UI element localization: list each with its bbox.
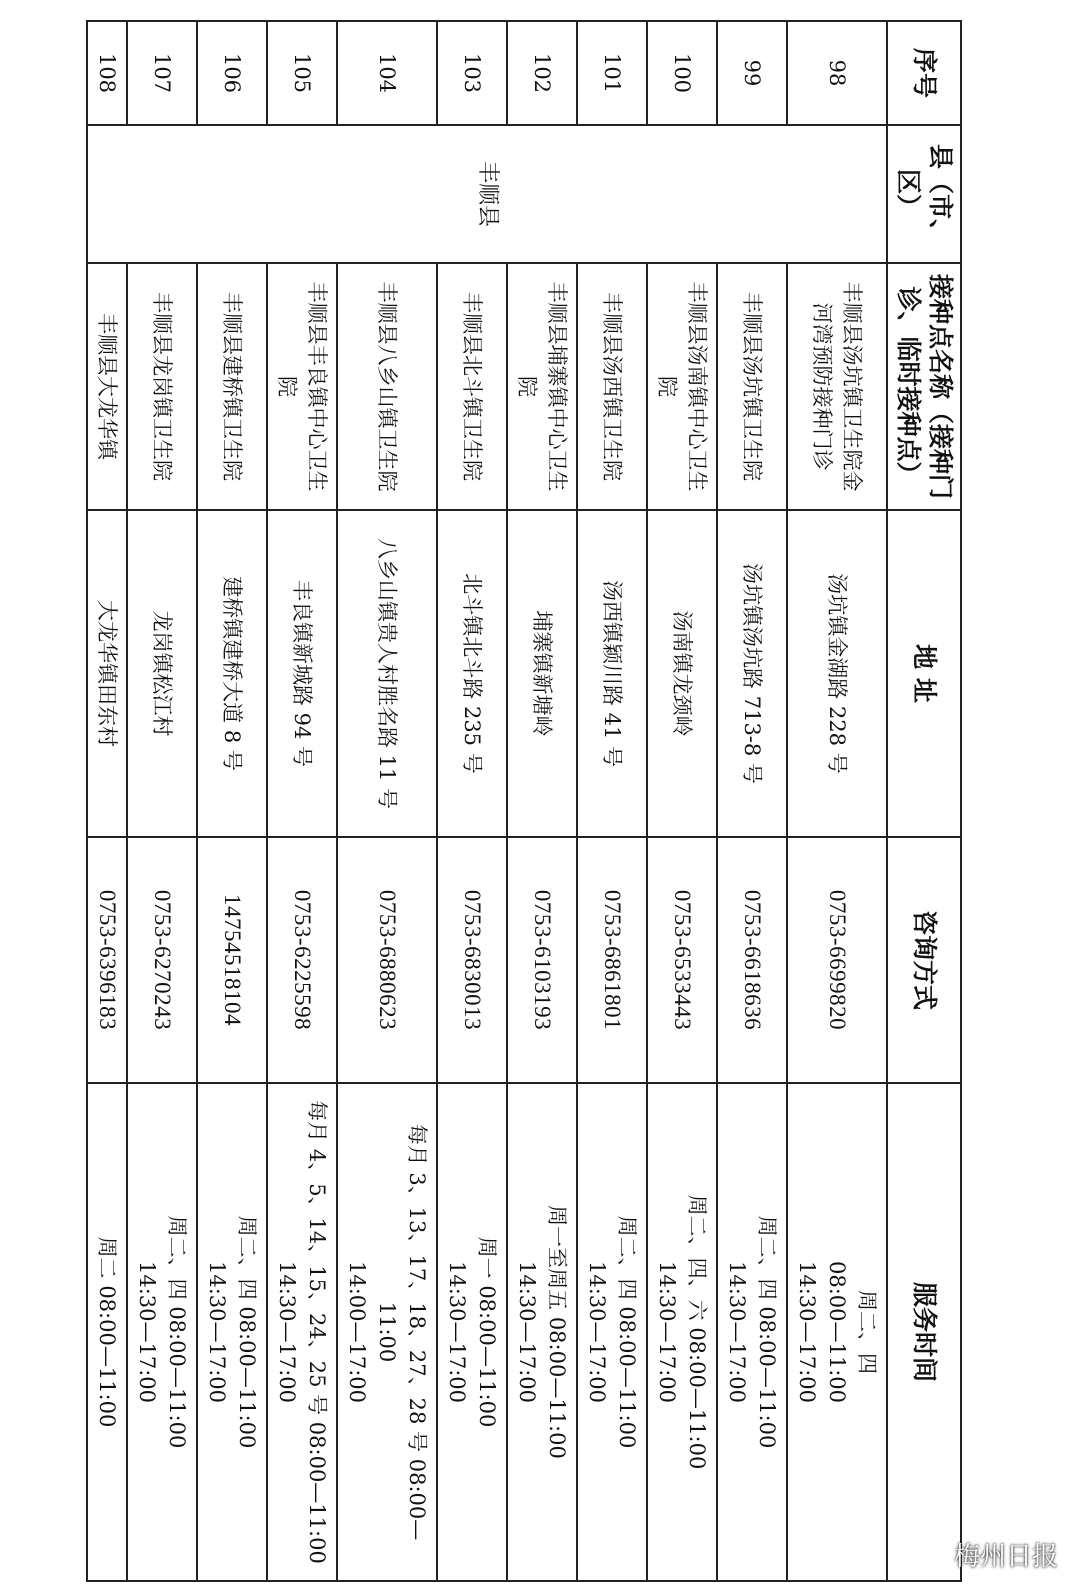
service-time-line: 周一 08:00—11:00 bbox=[475, 1236, 499, 1428]
county-cell: 丰顺县 bbox=[87, 125, 887, 263]
header-site-name: 接种点名称（接种门诊、临时接种点） bbox=[887, 263, 961, 510]
row-number: 101 bbox=[577, 21, 647, 125]
service-time-line: 每月 3、13、17、18、27、28 号 08:00—11:00 bbox=[375, 1123, 429, 1541]
row-number: 104 bbox=[337, 21, 437, 125]
site-address: 龙岗镇松江村 bbox=[127, 510, 197, 837]
site-phone: 0753-6830013 bbox=[437, 837, 507, 1083]
service-time bbox=[127, 1083, 197, 1581]
site-address: 汤坑镇汤坑路 713-8 号 bbox=[717, 510, 787, 837]
watermark bbox=[904, 1534, 1058, 1575]
service-time-line: 14:30—17:00 bbox=[585, 1260, 609, 1404]
service-time-line: 周二、四、六 08:00—11:00 bbox=[685, 1194, 709, 1470]
service-time bbox=[267, 1083, 337, 1581]
header-county: 县（市、区） bbox=[887, 125, 961, 263]
service-time-line: 14:00—17:00 bbox=[345, 1260, 369, 1404]
site-name: 丰顺县龙岗镇卫生院 bbox=[127, 263, 197, 510]
service-time-line: 14:30—17:00 bbox=[515, 1260, 539, 1404]
service-time-line: 14:30—17:00 bbox=[725, 1260, 749, 1404]
row-number: 106 bbox=[197, 21, 267, 125]
service-time bbox=[647, 1083, 717, 1581]
service-time bbox=[87, 1083, 127, 1581]
site-address: 埔寨镇新塘岭 bbox=[507, 510, 577, 837]
service-time bbox=[197, 1083, 267, 1581]
service-time-line: 14:30—17:00 bbox=[275, 1260, 299, 1404]
table-body bbox=[87, 21, 887, 1581]
site-address: 丰良镇新城路 94 号 bbox=[267, 510, 337, 837]
service-time-line: 周二、四 08:00—11:00 bbox=[165, 1215, 189, 1449]
site-phone: 0753-6699820 bbox=[787, 837, 887, 1083]
site-name: 丰顺县汤坑镇卫生院金河湾预防接种门诊 bbox=[787, 263, 887, 510]
service-time-line: 周二、四 08:00—11:00 bbox=[615, 1215, 639, 1449]
site-phone: 0753-6396183 bbox=[87, 837, 127, 1083]
service-time bbox=[787, 1083, 887, 1581]
header-contact: 咨询方式 bbox=[887, 837, 961, 1083]
service-time-line: 14:30—17:00 bbox=[205, 1260, 229, 1404]
site-phone: 0753-6880623 bbox=[337, 837, 437, 1083]
wechat-icon bbox=[904, 1534, 944, 1575]
service-time bbox=[507, 1083, 577, 1581]
site-address: 大龙华镇田东村 bbox=[87, 510, 127, 837]
row-number: 102 bbox=[507, 21, 577, 125]
site-address: 建桥镇建桥大道 8 号 bbox=[197, 510, 267, 837]
service-time-line: 周一至周五 08:00—11:00 bbox=[545, 1205, 569, 1459]
site-phone: 0753-6270243 bbox=[127, 837, 197, 1083]
site-name: 丰顺县汤坑镇卫生院 bbox=[717, 263, 787, 510]
service-time-line: 周二、四 08:00—11:00 bbox=[235, 1215, 259, 1449]
site-name: 丰顺县丰良镇中心卫生院 bbox=[267, 263, 337, 510]
row-number: 100 bbox=[647, 21, 717, 125]
site-phone: 0753-6103193 bbox=[507, 837, 577, 1083]
vaccination-sites-table bbox=[86, 20, 962, 1582]
site-phone: 0753-6225598 bbox=[267, 837, 337, 1083]
service-time-line: 14:30—17:00 bbox=[795, 1260, 819, 1404]
site-address: 汤坑镇金湖路 228 号 bbox=[787, 510, 887, 837]
service-time bbox=[717, 1083, 787, 1581]
header-address: 地 址 bbox=[887, 510, 961, 837]
row-number: 103 bbox=[437, 21, 507, 125]
site-name: 丰顺县埔寨镇中心卫生院 bbox=[507, 263, 577, 510]
service-time bbox=[577, 1083, 647, 1581]
service-time-line: 08:00—11:00 bbox=[825, 1260, 849, 1404]
row-number: 105 bbox=[267, 21, 337, 125]
row-number: 98 bbox=[787, 21, 887, 125]
table-row bbox=[787, 21, 887, 1581]
row-number: 107 bbox=[127, 21, 197, 125]
site-name: 丰顺县大龙华镇 bbox=[87, 263, 127, 510]
watermark-text: 梅州日报 bbox=[953, 1542, 1058, 1572]
row-number: 108 bbox=[87, 21, 127, 125]
site-name: 丰顺县汤南镇中心卫生院 bbox=[647, 263, 717, 510]
service-time-line: 周二 08:00—11:00 bbox=[95, 1236, 119, 1428]
site-address: 八乡山镇贵人村胜名路 11 号 bbox=[337, 510, 437, 837]
site-phone: 14754518104 bbox=[197, 837, 267, 1083]
site-name: 丰顺县汤西镇卫生院 bbox=[577, 263, 647, 510]
site-name: 丰顺县北斗镇卫生院 bbox=[437, 263, 507, 510]
site-name: 丰顺县建桥镇卫生院 bbox=[197, 263, 267, 510]
site-address: 汤南镇龙颈岭 bbox=[647, 510, 717, 837]
header-no: 序号 bbox=[887, 21, 961, 125]
header-service-time: 服务时间 bbox=[887, 1083, 961, 1581]
site-name: 丰顺县八乡山镇卫生院 bbox=[337, 263, 437, 510]
service-time-line: 14:30—17:00 bbox=[135, 1260, 159, 1404]
site-phone: 0753-6618636 bbox=[717, 837, 787, 1083]
row-number: 99 bbox=[717, 21, 787, 125]
site-address: 汤西镇颖川路 41 号 bbox=[577, 510, 647, 837]
site-phone: 0753-6861801 bbox=[577, 837, 647, 1083]
table-header-row bbox=[887, 21, 961, 1581]
service-time-line: 周二、四 bbox=[855, 1290, 879, 1374]
service-time-line: 每月 4、5、14、15、24、25 号 08:00—11:00 bbox=[305, 1100, 329, 1564]
service-time-line: 14:30—17:00 bbox=[445, 1260, 469, 1404]
service-time-line: 14:30—17:00 bbox=[655, 1260, 679, 1404]
service-time bbox=[437, 1083, 507, 1581]
site-phone: 0753-6533443 bbox=[647, 837, 717, 1083]
service-time bbox=[337, 1083, 437, 1581]
site-address: 北斗镇北斗路 235 号 bbox=[437, 510, 507, 837]
service-time-line: 周二、四 08:00—11:00 bbox=[755, 1215, 779, 1449]
